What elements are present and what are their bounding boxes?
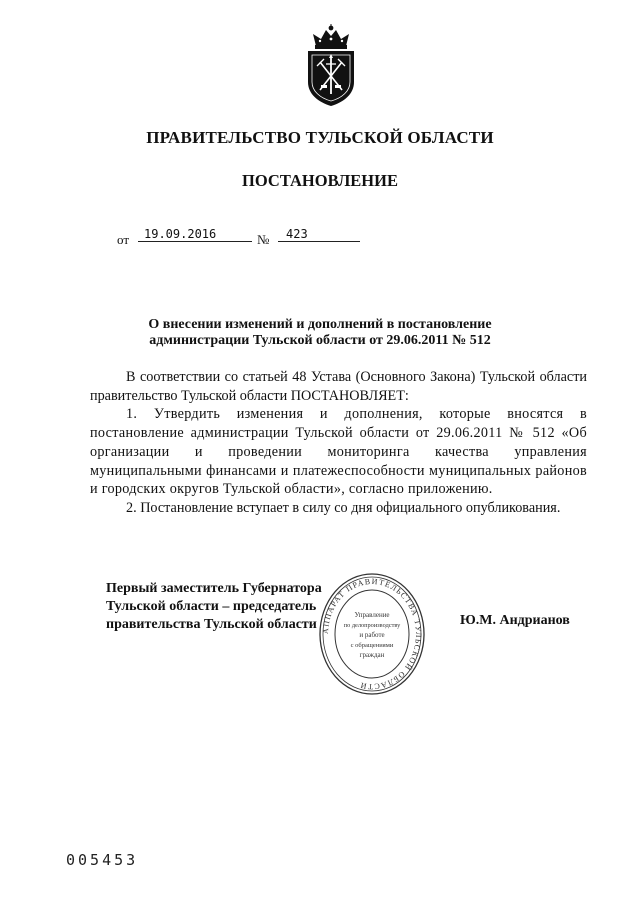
position-line-3: правительства Тульской области — [106, 617, 317, 632]
body-item-1: 1. Утвердить изменения и дополнения, которые вносятся в постановление администрации Тульской области от 29.06.2011 № 512 «Об организации и проведении мониторинга качества управления муниципальными финансами и платежеспособности муниципальных районов и городских округов Тульской области», согласно приложению. — [90, 406, 587, 498]
signatory-name: Ю.М. Андрианов — [460, 613, 570, 628]
office-stamp-seal — [318, 571, 426, 697]
stamp-inner-line-2: по делопроизводству — [343, 622, 401, 629]
stamp-inner-line-3: и работе — [359, 631, 385, 639]
number-label: № — [257, 232, 270, 247]
body-preamble: В соответствии со статьей 48 Устава (Основного Закона) Тульской области правительство Тульской области ПОСТАНОВЛЯЕТ: — [90, 369, 587, 404]
position-line-2: Тульской области – председатель — [106, 599, 317, 614]
document-type: ПОСТАНОВЛЕНИЕ — [242, 171, 398, 190]
body-item-2: 2. Постановление вступает в силу со дня официального опубликования. — [126, 499, 561, 516]
date-number-line — [117, 227, 377, 245]
stamp-inner-line-4: с обращениями — [350, 642, 394, 649]
registration-number: 005453 — [66, 851, 139, 869]
date-label: от — [117, 232, 130, 247]
subject-line-1: О внесении изменений и дополнений в постановление — [148, 317, 492, 332]
position-line-1: Первый заместитель Губернатора — [106, 581, 322, 596]
document-date: 19.09.2016 — [138, 227, 252, 242]
document-subject — [0, 317, 640, 349]
stamp-inner-line-1: Управление — [354, 611, 390, 619]
subject-line-2: администрации Тульской области от 29.06.2011 № 512 — [149, 333, 491, 348]
tula-coat-of-arms-icon — [302, 24, 360, 108]
document-body — [90, 368, 587, 518]
stamp-inner-line-5: граждан — [359, 651, 385, 659]
document-number: 423 — [278, 227, 360, 242]
stamp-ring-text: АППАРАТ ПРАВИТЕЛЬСТВА ТУЛЬСКОЙ ОБЛАСТИ — [320, 576, 424, 692]
signatory-position — [106, 580, 346, 634]
government-title: ПРАВИТЕЛЬСТВО ТУЛЬСКОЙ ОБЛАСТИ — [146, 128, 494, 147]
